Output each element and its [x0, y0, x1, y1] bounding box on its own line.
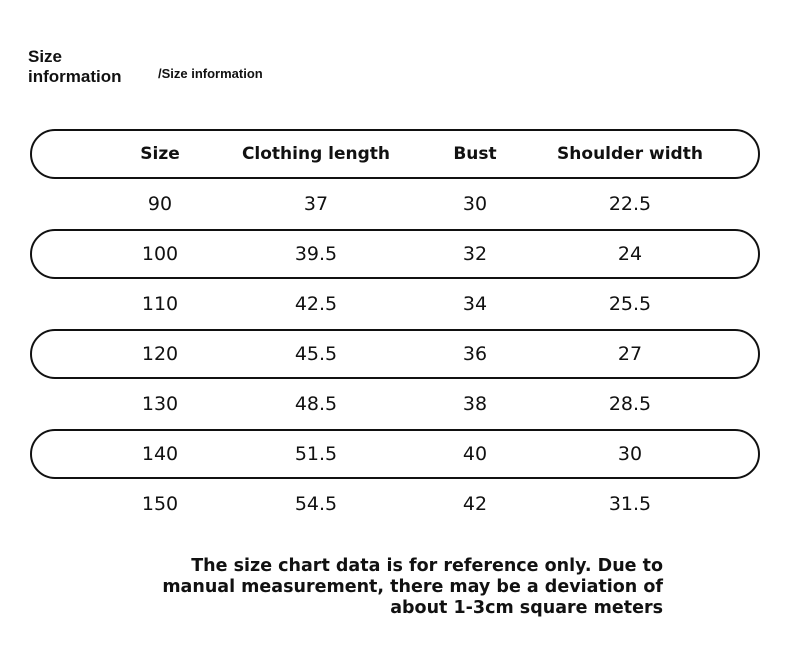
- cell-shoulder-width: 25.5: [608, 293, 652, 315]
- cell-size: 90: [147, 193, 173, 215]
- cell-bust: 36: [462, 343, 488, 365]
- table-row: [30, 179, 760, 229]
- cell-clothing-length: 48.5: [294, 393, 338, 415]
- cell-size: 110: [141, 293, 179, 315]
- disclaimer-note: The size chart data is for reference only. Due to manual measurement, there may be a deviation of about 1-3cm square meters: [162, 556, 663, 618]
- table-row: [30, 329, 760, 379]
- cell-bust: 32: [462, 243, 488, 265]
- page-title: Size information: [28, 47, 122, 86]
- table-row: [30, 229, 760, 279]
- cell-shoulder-width: 31.5: [608, 493, 652, 515]
- cell-clothing-length: 45.5: [294, 343, 338, 365]
- table-row: [30, 379, 760, 429]
- header-shoulder-width: Shoulder width: [557, 144, 703, 164]
- cell-bust: 42: [462, 493, 488, 515]
- cell-bust: 38: [462, 393, 488, 415]
- cell-shoulder-width: 22.5: [608, 193, 652, 215]
- header-bust: Bust: [453, 144, 497, 164]
- cell-size: 130: [141, 393, 179, 415]
- header-size: Size: [140, 144, 180, 164]
- cell-clothing-length: 39.5: [294, 243, 338, 265]
- cell-clothing-length: 51.5: [294, 443, 338, 465]
- cell-size: 120: [141, 343, 179, 365]
- cell-shoulder-width: 24: [617, 243, 643, 265]
- cell-size: 140: [141, 443, 179, 465]
- size-table: [30, 129, 760, 529]
- cell-clothing-length: 42.5: [294, 293, 338, 315]
- cell-clothing-length: 37: [303, 193, 329, 215]
- page-subtitle: /Size information: [158, 66, 263, 81]
- cell-shoulder-width: 27: [617, 343, 643, 365]
- cell-bust: 40: [462, 443, 488, 465]
- table-row: [30, 479, 760, 529]
- cell-size: 100: [141, 243, 179, 265]
- cell-clothing-length: 54.5: [294, 493, 338, 515]
- table-row: [30, 279, 760, 329]
- cell-size: 150: [141, 493, 179, 515]
- table-header-row: [30, 129, 760, 179]
- table-row: [30, 429, 760, 479]
- header-clothing-length: Clothing length: [241, 144, 391, 164]
- cell-shoulder-width: 30: [617, 443, 643, 465]
- cell-bust: 34: [462, 293, 488, 315]
- cell-shoulder-width: 28.5: [608, 393, 652, 415]
- cell-bust: 30: [462, 193, 488, 215]
